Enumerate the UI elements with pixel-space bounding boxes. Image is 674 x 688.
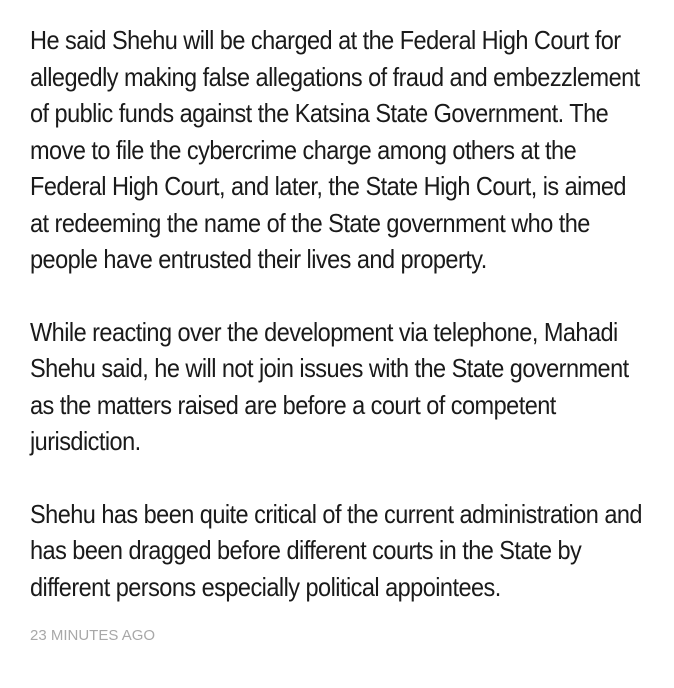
paragraph-spacer (30, 460, 650, 496)
post-timestamp: 23 MINUTES AGO (30, 627, 156, 644)
paragraph-spacer (30, 278, 650, 314)
article-paragraph-2: While reacting over the development via telephone, Mahadi Shehu said, he will not join issues with the State government as the matters raised are before a court of competent jurisdiction. (30, 316, 629, 456)
article-body (30, 22, 650, 605)
article-paragraph-1: He said Shehu will be charged at the Federal High Court for allegedly making false allegations of fraud and embezzlement of public funds against the Katsina State Government. The move to file the cybercrime charge among others at the Federal High Court, and later, the State High Court, is aimed at redeeming the name of the State government who the people have entrusted their lives and property. (30, 25, 640, 274)
article-paragraph-3: Shehu has been quite critical of the current administration and has been dragged before different courts in the State by different persons especially political appointees. (30, 498, 642, 602)
